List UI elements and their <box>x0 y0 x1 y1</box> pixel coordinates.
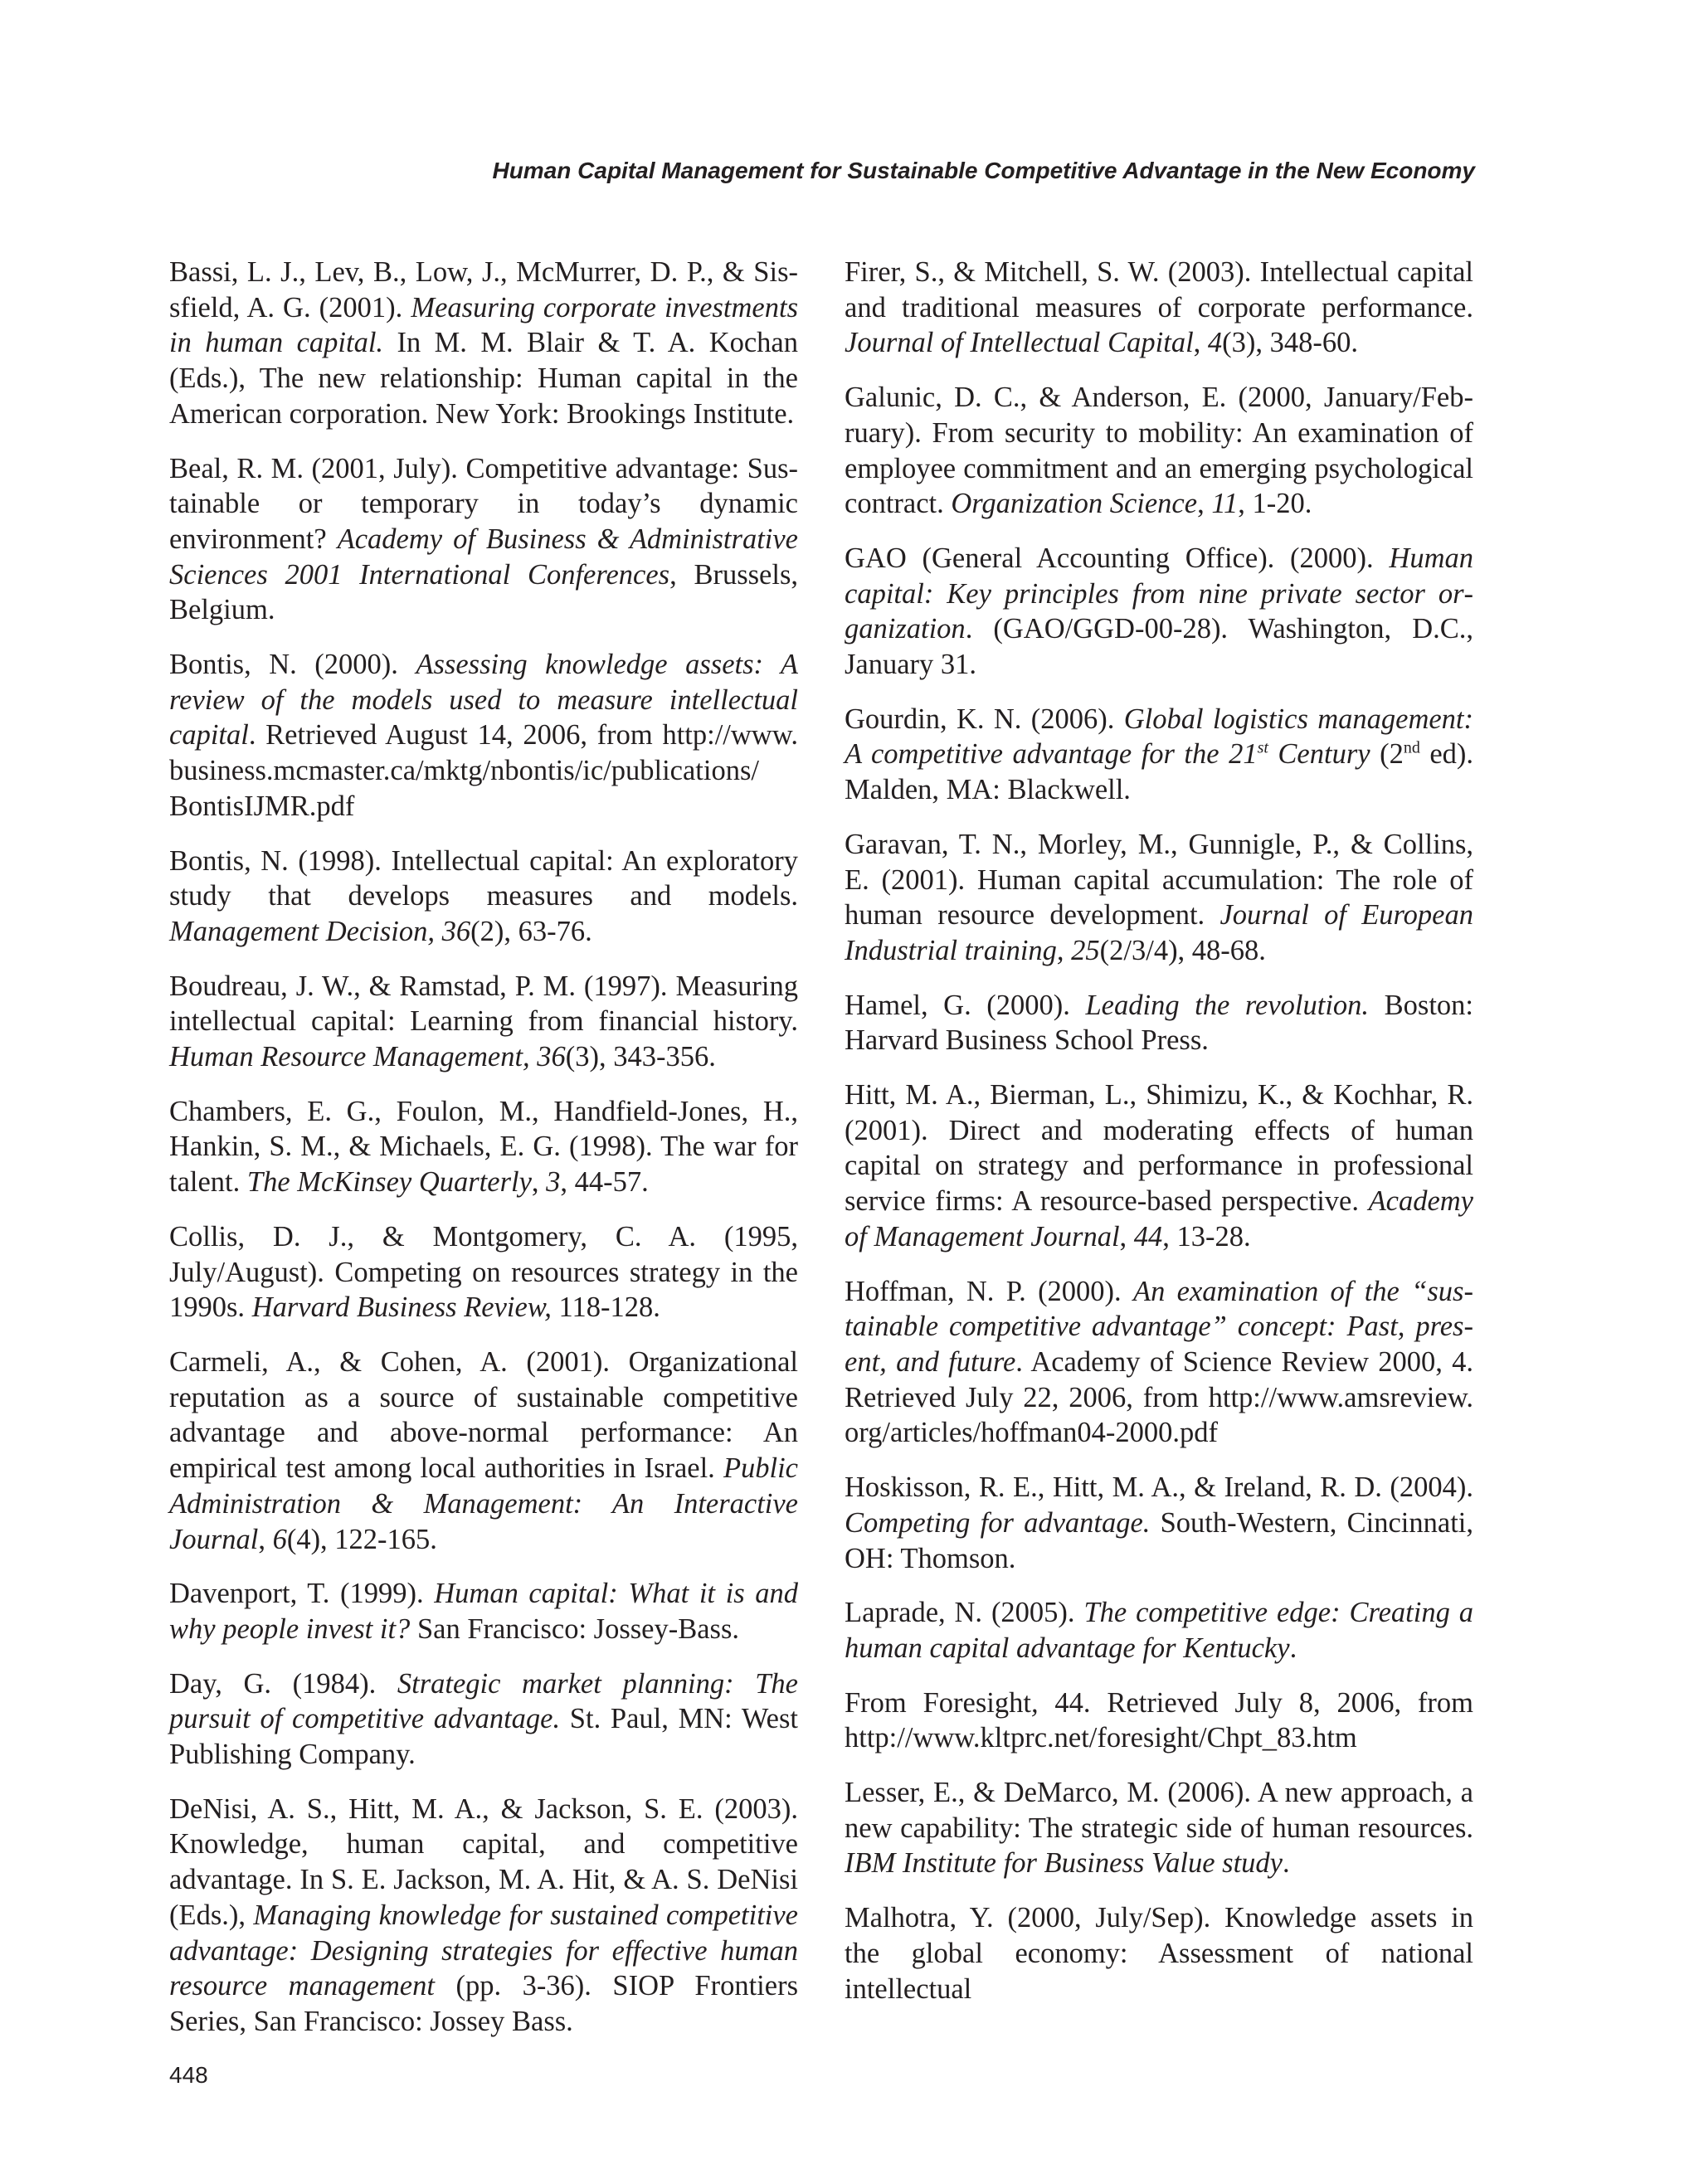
reference-entry: Galunic, D. C., & Anderson, E. (2000, January/February). From security to mobility: An examination of employee commitment and an emerging psychological contract. Organization Science, 11, 1-20. <box>845 382 1473 520</box>
reference-entry: Bontis, N. (1998). Intellectual capital: An exploratory study that develops measures and models. Management Decision, 36(2), 63-76. <box>169 844 798 947</box>
page-number: 448 <box>169 2062 208 2088</box>
reference-entry: Hoskisson, R. E., Hitt, M. A., & Ireland, R. D. (2004). Competing for advantage. South-Western, Cincinnati, OH: Thomson. <box>845 1471 1473 1574</box>
reference-entry: Malhotra, Y. (2000, July/Sep). Knowledge assets in the global economy: Assessment of national intellectual <box>845 1902 1473 2005</box>
reference-entry: Hamel, G. (2000). Leading the revolution. Boston: Harvard Business School Press. <box>845 989 1474 1057</box>
reference-entry: Carmeli, A., & Cohen, A. (2001). Organizational reputation as a source of sustainable competitive advantage and above-normal performance: An empirical test among local authorities in Israel. Public Administration & Management: An Interactive Journal, 6(4), 122-165. <box>169 1345 798 1555</box>
reference-column-left <box>169 255 798 2059</box>
reference-entry: GAO (General Accounting Office). (2000). Human capital: Key principles from nine private sector organization. (GAO/GGD-00-28). Washington, D.C., January 31. <box>845 542 1473 681</box>
reference-entry: Gourdin, K. N. (2006). Global logistics management: A competitive advantage for the 21st Century (2nd ed). Malden, MA: Blackwell. <box>845 703 1474 806</box>
reference-entry: Lesser, E., & DeMarco, M. (2006). A new approach, a new capability: The strategic side of human resources. IBM Institute for Business Value study. <box>845 1777 1473 1880</box>
running-header: Human Capital Management for Sustainable Competitive Advantage in the New Economy <box>492 158 1475 183</box>
reference-entry: Boudreau, J. W., & Ramstad, P. M. (1997). Measuring intellectual capital: Learning from financial history. Human Resource Management, 36(3), 343-356. <box>169 970 798 1073</box>
reference-entry: Day, G. (1984). Strategic market planning: The pursuit of competitive advantage. St. Paul, MN: West Publishing Company. <box>169 1667 798 1771</box>
reference-entry: Laprade, N. (2005). The competitive edge: Creating a human capital advantage for Kentucky. <box>845 1597 1473 1664</box>
reference-entry: Beal, R. M. (2001, July). Competitive advantage: Sustainable or temporary in today’s dynamic environment? Academy of Business & Administrative Sciences 2001 International Conferences, Brussels, Belgium. <box>169 452 798 626</box>
reference-entry: From Foresight, 44. Retrieved July 8, 2006, from http://www.kltprc.net/foresight/Chpt_83.htm <box>845 1686 1473 1754</box>
reference-column-right <box>845 255 1473 2026</box>
reference-entry: Hoffman, N. P. (2000). An examination of the “sustainable competitive advantage” concept: Past, present, and future. Academy of Science Review 2000, 4. Retrieved July 22, 2006, from http://www.amsreview.​org/articles/hoffman04-2000.pdf <box>845 1275 1474 1449</box>
reference-entry: DeNisi, A. S., Hitt, M. A., & Jackson, S. E. (2003). Knowledge, human capital, and competitive advantage. In S. E. Jackson, M. A. Hit, & A. S. DeNisi (Eds.), Managing knowledge for sustained competitive advantage: Designing strategies for effective human resource management (pp. 3-36). SIOP Frontiers Series, San Francisco: Jossey Bass. <box>169 1792 798 2037</box>
reference-entry: Davenport, T. (1999). Human capital: What it is and why people invest it? San Francisco: Jossey-Bass. <box>169 1578 798 1645</box>
reference-entry: Collis, D. J., & Montgomery, C. A. (1995, July/August). Competing on resources strategy in the 1990s. Harvard Business Review, 118-128. <box>169 1220 798 1324</box>
reference-entry: Firer, S., & Mitchell, S. W. (2003). Intellectual capital and traditional measures of corporate performance. Journal of Intellectual Capital, 4(3), 348-60. <box>845 256 1473 359</box>
reference-entry: Garavan, T. N., Morley, M., Gunnigle, P., & Collins, E. (2001). Human capital accumulation: The role of human resource development. Journal of European Industrial training, 25(2/3/4), 48-68. <box>845 828 1473 966</box>
reference-entry: Bassi, L. J., Lev, B., Low, J., McMurrer, D. P., & Sissfield, A. G. (2001). Measuring corporate investments in human capital. In M. M. Blair & T. A. Kochan (Eds.), The new relationship: Human capital in the American corporation. New York: Brookings Institute. <box>169 256 798 430</box>
reference-entry: Bontis, N. (2000). Assessing knowledge assets: A review of the models used to measure intellectual capital. Retrieved August 14, 2006, from http://www.​business.mcmaster.ca/mktg/nbontis/ic/publications/​BontisIJMR.pdf <box>169 649 799 822</box>
reference-entry: Chambers, E. G., Foulon, M., Handfield-Jones, H., Hankin, S. M., & Michaels, E. G. (1998). The war for talent. The McKinsey Quarterly, 3, 44-57. <box>169 1095 798 1199</box>
reference-entry: Hitt, M. A., Bierman, L., Shimizu, K., & Kochhar, R. (2001). Direct and moderating effects of human capital on strategy and performance in professional service firms: A resource-based perspective. Academy of Management Journal, 44, 13-28. <box>845 1079 1473 1253</box>
